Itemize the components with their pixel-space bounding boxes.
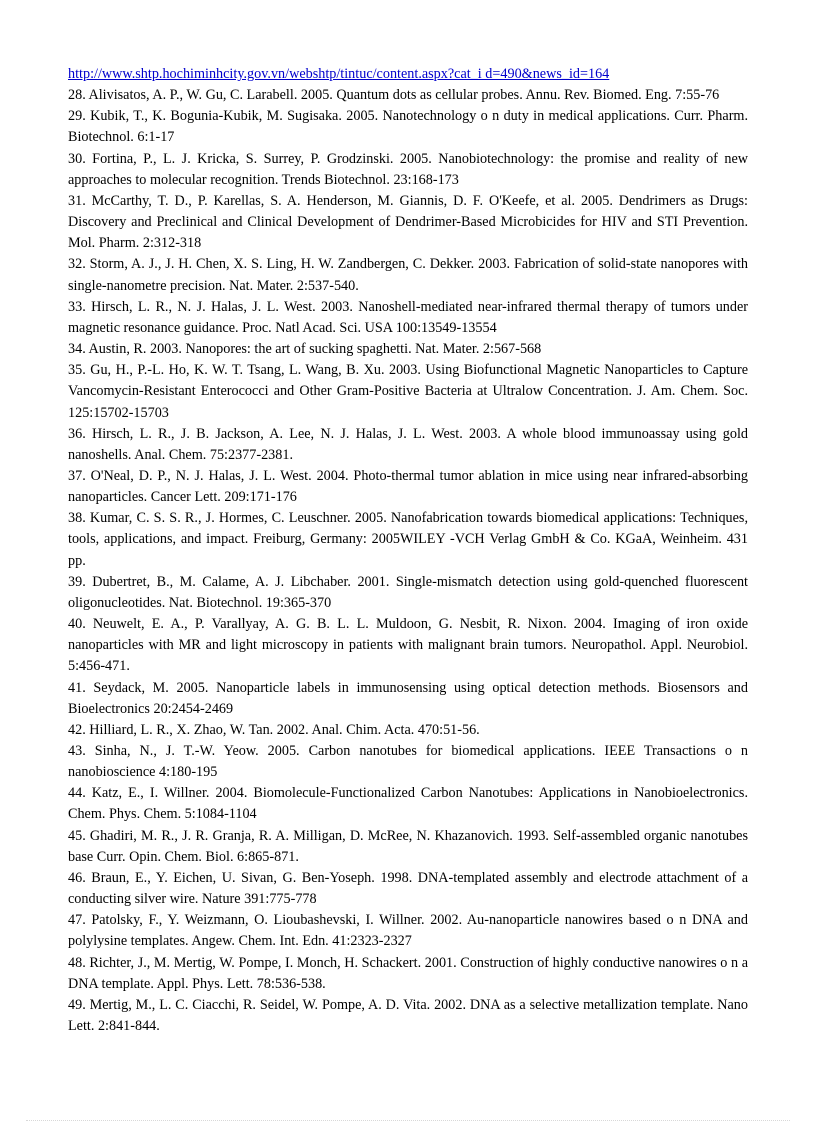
reference-item: 33. Hirsch, L. R., N. J. Halas, J. L. West. 2003. Nanoshell-mediated near-infrared thermal therapy of tumors under magnetic resonance guidance. Proc. Natl Acad. Sci. USA 100:13549-13554 (68, 298, 748, 336)
source-url-link[interactable]: http://www.shtp.hochiminhcity.gov.vn/webshtp/tintuc/content.aspx?cat_i d=490&news_id=164 (68, 66, 610, 82)
reference-item: 35. Gu, H., P.-L. Ho, K. W. T. Tsang, L. Wang, B. Xu. 2003. Using Biofunctional Magnetic Nanoparticles to Capture Vancomycin-Resistant Enterococci and Other Gram-Positive Bacteria at Ultralow Concentration. J. Am. Chem. Soc. 125:15702-15703 (68, 362, 748, 421)
reference-item: 47. Patolsky, F., Y. Weizmann, O. Lioubashevski, I. Willner. 2002. Au-nanoparticle nanowires based o n DNA and polylysine templates. Angew. Chem. Int. Edn. 41:2323-2327 (68, 912, 748, 950)
reference-item: 34. Austin, R. 2003. Nanopores: the art of sucking spaghetti. Nat. Mater. 2:567-568 (68, 341, 542, 358)
reference-item: 42. Hilliard, L. R., X. Zhao, W. Tan. 2002. Anal. Chim. Acta. 470:51-56. (68, 721, 480, 738)
reference-item: 37. O'Neal, D. P., N. J. Halas, J. L. West. 2004. Photo-thermal tumor ablation in mice using near infrared-absorbing nanoparticles. Cancer Lett. 209:171-176 (68, 467, 748, 506)
reference-item: 39. Dubertret, B., M. Calame, A. J. Libchaber. 2001. Single-mismatch detection using gold-quenched fluorescent oligonucleotides. Nat. Biotechnol. 19:365-370 (68, 573, 748, 611)
reference-item: 30. Fortina, P., L. J. Kricka, S. Surrey, P. Grodzinski. 2005. Nanobiotechnology: the promise and reality of new approaches to molecular recognition. Trends Biotechnol. 23:168-173 (68, 150, 748, 188)
reference-item: 40. Neuwelt, E. A., P. Varallyay, A. G. B. L. L. Muldoon, G. Nesbit, R. Nixon. 2004. Imaging of iron oxide nanoparticles with MR and light microscopy in patients with malignant brain tumors. Neuropathol. Appl. Neurobiol. 5:456-471. (68, 616, 748, 675)
reference-item: 43. Sinha, N., J. T.-W. Yeow. 2005. Carbon nanotubes for biomedical applications. IEEE Transactions o n nanobioscience 4:180-195 (68, 743, 748, 781)
reference-list (68, 64, 748, 1037)
reference-item: 29. Kubik, T., K. Bogunia-Kubik, M. Sugisaka. 2005. Nanotechnology o n duty in medical applications. Curr. Pharm. Biotechnol. 6:1-17 (68, 108, 748, 146)
reference-item: 28. Alivisatos, A. P., W. Gu, C. Larabell. 2005. Quantum dots as cellular probes. Annu. Rev. Biomed. Eng. 7:55-76 (68, 87, 720, 104)
reference-item: 31. McCarthy, T. D., P. Karellas, S. A. Henderson, M. Giannis, D. F. O'Keefe, et al. 2005. Dendrimers as Drugs: Discovery and Preclinical and Clinical Development of Dendrimer-Based Microbicides for HIV and STI Prevention. Mol. Pharm. 2:312-318 (68, 192, 748, 252)
reference-item: 46. Braun, E., Y. Eichen, U. Sivan, G. Ben-Yoseph. 1998. DNA-templated assembly and electrode attachment of a conducting silver wire. Nature 391:775-778 (68, 869, 748, 908)
reference-item: 45. Ghadiri, M. R., J. R. Granja, R. A. Milligan, D. McRee, N. Khazanovich. 1993. Self-assembled organic nanotubes base Curr. Opin. Chem. Biol. 6:865-871. (68, 827, 748, 865)
reference-item: 32. Storm, A. J., J. H. Chen, X. S. Ling, H. W. Zandbergen, C. Dekker. 2003. Fabrication of solid-state nanopores with single-nanometre precision. Nat. Mater. 2:537-540. (68, 256, 748, 294)
reference-item: 41. Seydack, M. 2005. Nanoparticle labels in immunosensing using optical detection methods. Biosensors and Bioelectronics 20:2454-2469 (68, 679, 748, 717)
reference-item: 44. Katz, E., I. Willner. 2004. Biomolecule-Functionalized Carbon Nanotubes: Applications in Nanobioelectronics. Chem. Phys. Chem. 5:1084-1104 (68, 785, 748, 823)
reference-item: 49. Mertig, M., L. C. Ciacchi, R. Seidel, W. Pompe, A. D. Vita. 2002. DNA as a selective metallization template. Nano Lett. 2:841-844. (68, 996, 748, 1035)
reference-item: 38. Kumar, C. S. S. R., J. Hormes, C. Leuschner. 2005. Nanofabrication towards biomedical applications: Techniques, tools, applications, and impact. Freiburg, Germany: 2005WILEY -VCH Verlag GmbH & Co. KGaA, Weinheim. 431 pp. (68, 510, 748, 569)
page-bottom-divider (26, 1120, 790, 1121)
reference-item: 36. Hirsch, L. R., J. B. Jackson, A. Lee, N. J. Halas, J. L. West. 2003. A whole blood immunoassay using gold nanoshells. Anal. Chem. 75:2377-2381. (68, 425, 748, 463)
reference-item: 48. Richter, J., M. Mertig, W. Pompe, I. Monch, H. Schackert. 2001. Construction of highly conductive nanowires o n a DNA template. Appl. Phys. Lett. 78:536-538. (68, 954, 748, 992)
